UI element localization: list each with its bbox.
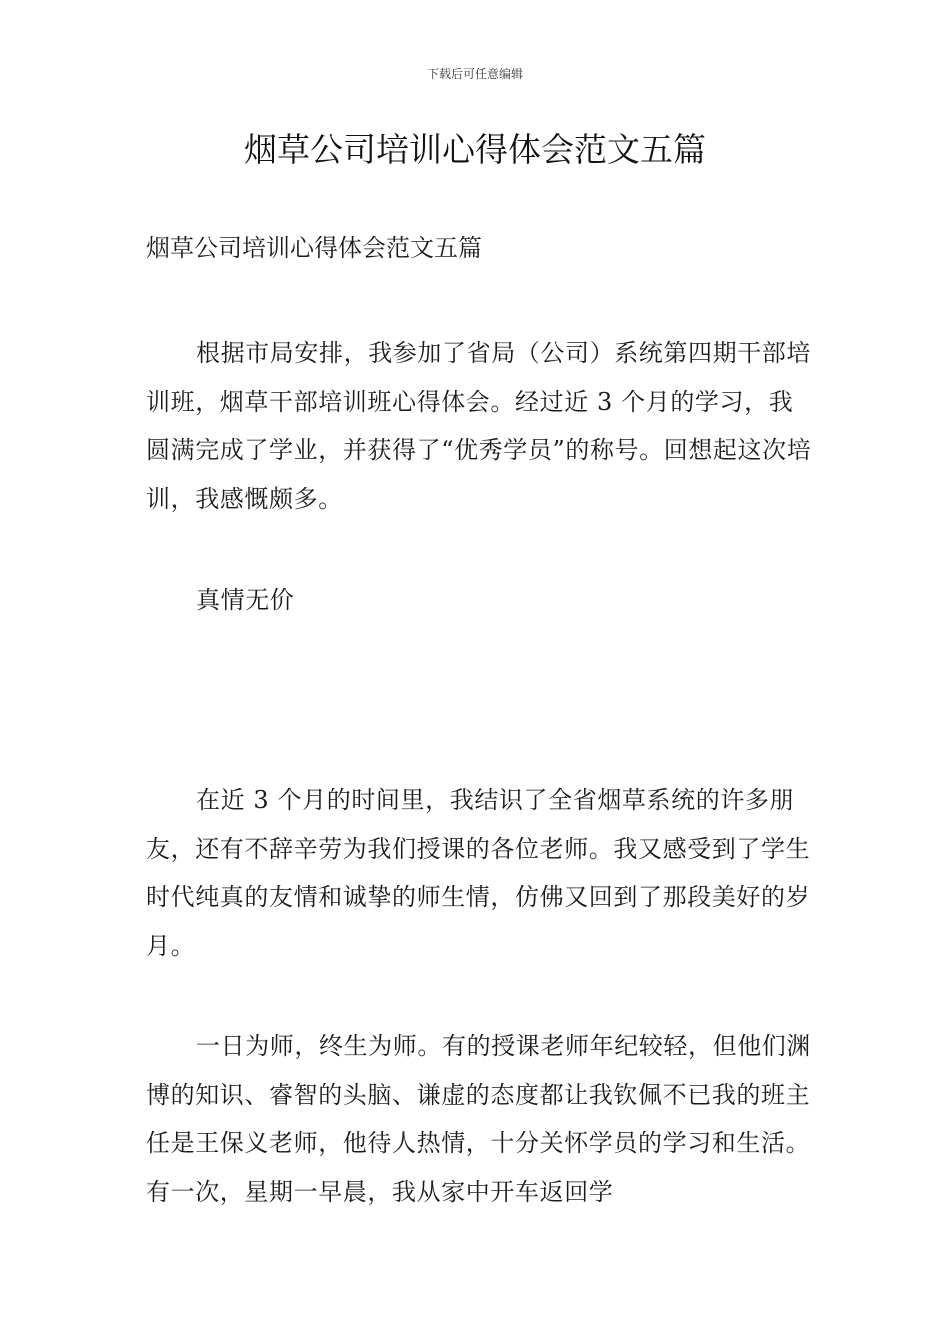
header-note: 下载后可任意编辑 — [426, 67, 523, 81]
paragraph-1: 根据市局安排，我参加了省局（公司）系统第四期干部培训班，烟草干部培训班心得体会。经过近 3 个月的学习，我圆满完成了学业，并获得了“优秀学员”的称号。回想起这次培训，我感慨颇多。 — [146, 339, 812, 513]
paragraph-3: 一日为师，终生为师。有的授课老师年纪较轻，但他们渊博的知识、睿智的头脑、谦虚的态度都让我钦佩不已我的班主任是王保义老师，他待人热情，十分关怀学员的学习和生活。有一次，星期一早晨，我从家中开车返回学 — [146, 1032, 811, 1206]
document-subtitle: 烟草公司培训心得体会范文五篇 — [146, 234, 482, 262]
document-title: 烟草公司培训心得体会范文五篇 — [244, 130, 706, 169]
section-heading: 真情无价 — [196, 586, 295, 614]
paragraph-2: 在近 3 个月的时间里，我结识了全省烟草系统的许多朋友，还有不辞辛劳为我们授课的各位老师。我又感受到了学生时代纯真的友情和诚挚的师生情，仿佛又回到了那段美好的岁月。 — [146, 786, 811, 960]
